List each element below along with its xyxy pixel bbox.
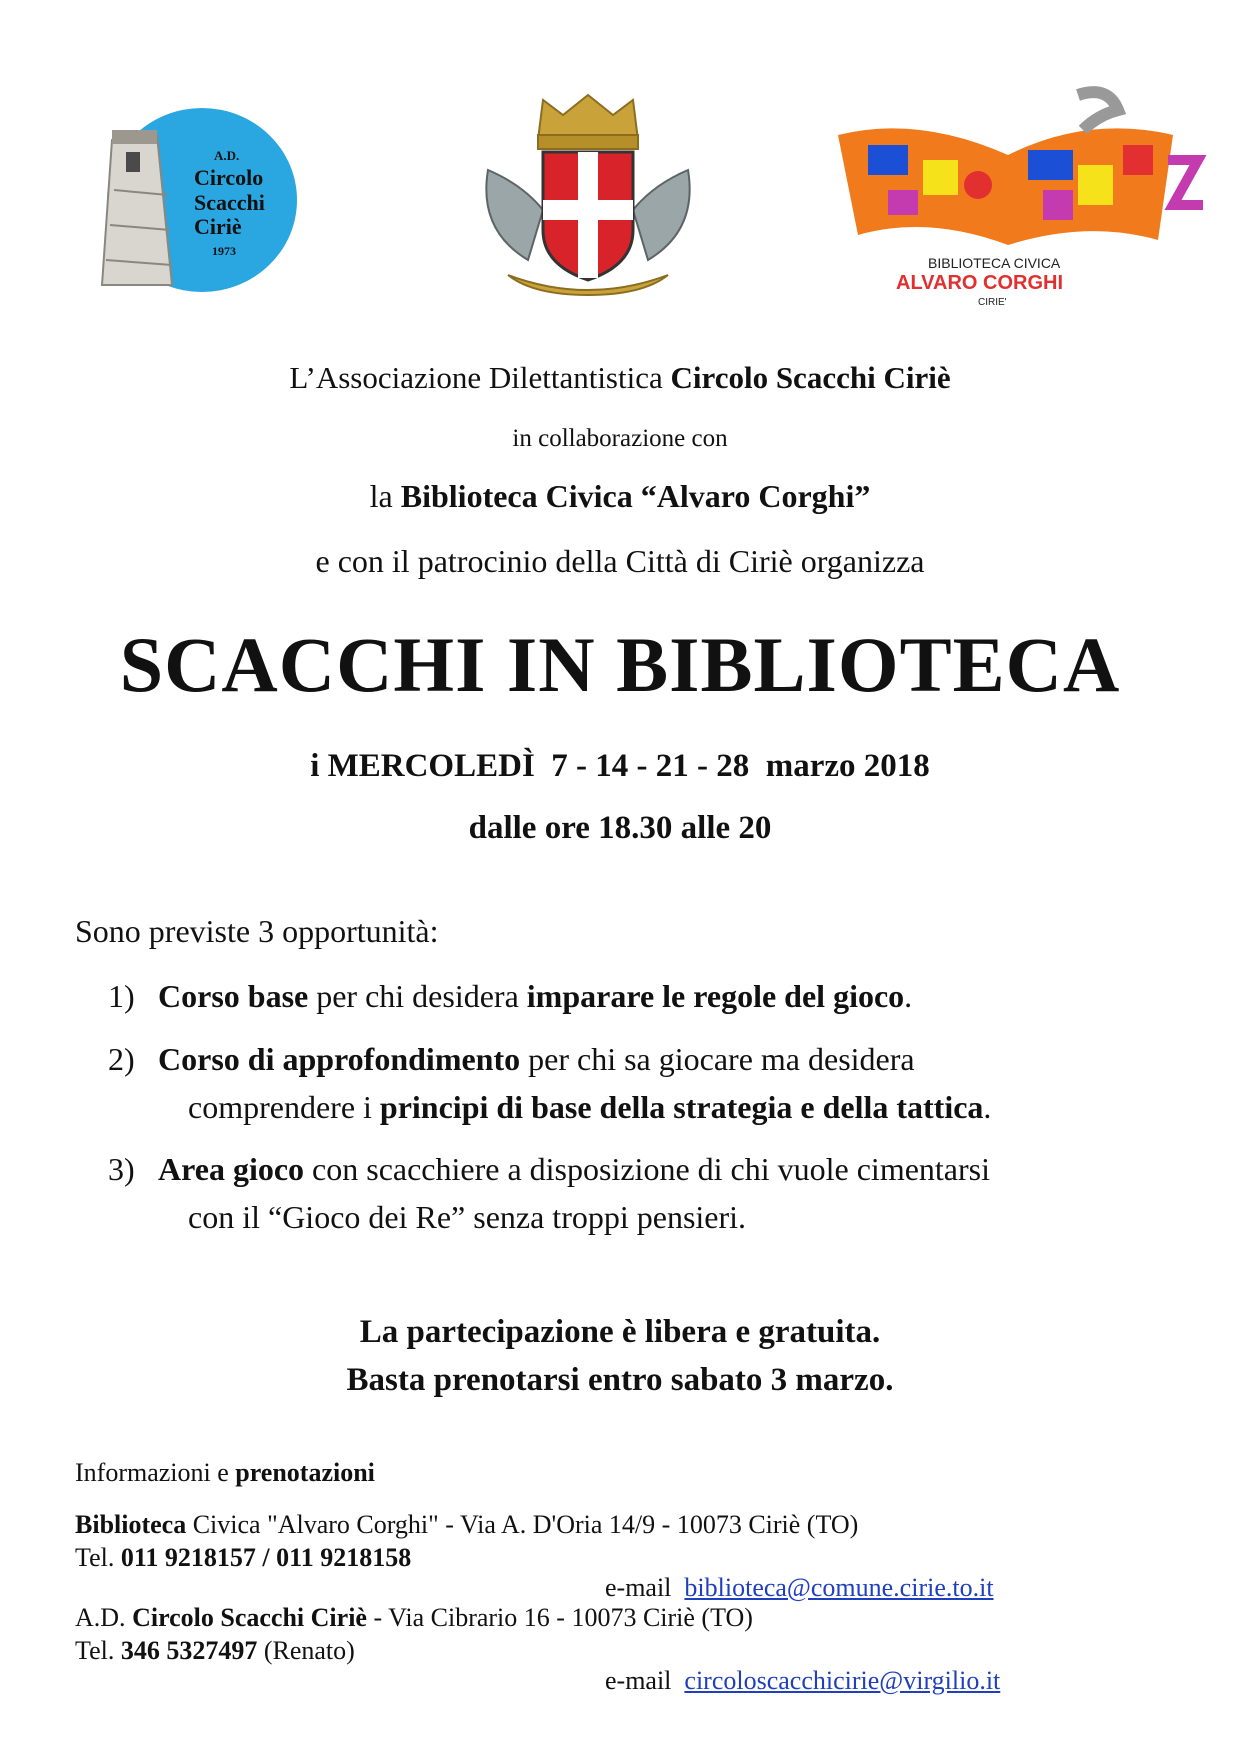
opportunity-item <box>108 1145 1208 1241</box>
library-line <box>0 478 1240 515</box>
club-logo-year: 1973 <box>212 244 236 258</box>
item-number: 3) <box>108 1151 135 1187</box>
tel-label: Tel. <box>75 1636 121 1665</box>
item-text: con il “Gioco dei Re” senza troppi pensieri. <box>188 1199 747 1235</box>
opportunities-intro: Sono previste 3 opportunità: <box>75 913 439 949</box>
library-phone <box>75 1543 411 1573</box>
association-name: Circolo Scacchi Ciriè <box>670 360 951 395</box>
item-bold: principi di base della strategia e della tattica <box>379 1089 984 1125</box>
club-logo-cirie: Ciriè <box>194 214 242 239</box>
library-logo <box>828 75 1208 315</box>
event-hours: dalle ore 18.30 alle 20 <box>468 810 772 846</box>
item-bold: Area gioco <box>158 1151 305 1187</box>
participation-block <box>0 1308 1240 1404</box>
club-email-link[interactable]: circoloscacchicirie@virgilio.it <box>684 1666 1001 1695</box>
library-email-line <box>592 1543 994 1603</box>
item-text: . <box>904 978 913 1014</box>
email-label: e-mail <box>605 1573 685 1602</box>
contacts-heading-bold: prenotazioni <box>235 1458 375 1487</box>
event-dates: i MERCOLEDÌ 7 - 14 - 21 - 28 marzo 2018 <box>310 748 930 784</box>
club-phone <box>75 1636 355 1666</box>
participation-free: La partecipazione è libera e gratuita. <box>359 1314 881 1350</box>
patronage-line: e con il patrocinio della Città di Ciriè organizza <box>315 543 925 579</box>
item-text: con scacchiere a disposizione di chi vuole cimentarsi <box>304 1151 990 1187</box>
association-line <box>0 360 1240 396</box>
club-contact-name: Circolo Scacchi Ciriè <box>132 1603 367 1632</box>
collaboration-line: in collaborazione con <box>512 425 728 452</box>
library-address <box>75 1510 858 1540</box>
library-tel: 011 9218157 / 011 9218158 <box>120 1543 412 1572</box>
item-number: 2) <box>108 1041 135 1077</box>
club-address <box>75 1603 753 1633</box>
circolo-scacchi-logo <box>82 100 302 300</box>
contacts-heading-text: Informazioni e <box>75 1458 236 1487</box>
club-email-line <box>592 1636 1000 1696</box>
library-logo-line1: BIBLIOTECA CIVICA <box>928 255 1061 271</box>
item-bold: Corso base <box>158 978 309 1014</box>
item-bold: Corso di approfondimento <box>158 1041 521 1077</box>
email-label: e-mail <box>605 1666 685 1695</box>
city-crest-logo <box>468 90 708 300</box>
item-text: . <box>983 1089 992 1125</box>
item-text: per chi sa giocare ma desidera <box>520 1041 915 1077</box>
library-name: Biblioteca Civica “Alvaro Corghi” <box>400 478 871 514</box>
library-prefix: la <box>369 478 401 514</box>
item-text: per chi desidera <box>308 978 527 1014</box>
item-number: 1) <box>108 978 135 1014</box>
library-logo-line3: CIRIE' <box>978 297 1007 308</box>
tel-label: Tel. <box>75 1543 121 1572</box>
club-logo-circolo: Circolo <box>194 165 264 190</box>
club-logo-scacchi: Scacchi <box>194 190 265 215</box>
association-prefix: L’Associazione Dilettantistica <box>289 360 671 395</box>
library-contact-name: Biblioteca <box>75 1510 187 1539</box>
item-bold: imparare le regole del gioco <box>526 978 905 1014</box>
event-title: SCACCHI IN BIBLIOTECA <box>119 621 1121 708</box>
participation-booking: Basta prenotarsi entro sabato 3 marzo. <box>346 1362 894 1398</box>
club-tel-suffix: (Renato) <box>257 1636 355 1665</box>
club-contact-address: - Via Cibrario 16 - 10073 Ciriè (TO) <box>366 1603 753 1632</box>
library-contact-address: Civica "Alvaro Corghi" - Via A. D'Oria 14/9 - 10073 Ciriè (TO) <box>186 1510 859 1539</box>
item-text: comprendere i <box>188 1089 380 1125</box>
contacts-heading <box>75 1458 375 1488</box>
club-contact-prefix: A.D. <box>75 1603 133 1632</box>
library-email-link[interactable]: biblioteca@comune.cirie.to.it <box>684 1573 994 1602</box>
club-tel: 346 5327497 <box>120 1636 258 1665</box>
club-logo-ad: A.D. <box>214 148 240 163</box>
opportunity-item <box>108 1035 1208 1131</box>
opportunity-item <box>108 972 1208 1020</box>
library-logo-line2: ALVARO CORGHI <box>896 272 1064 294</box>
